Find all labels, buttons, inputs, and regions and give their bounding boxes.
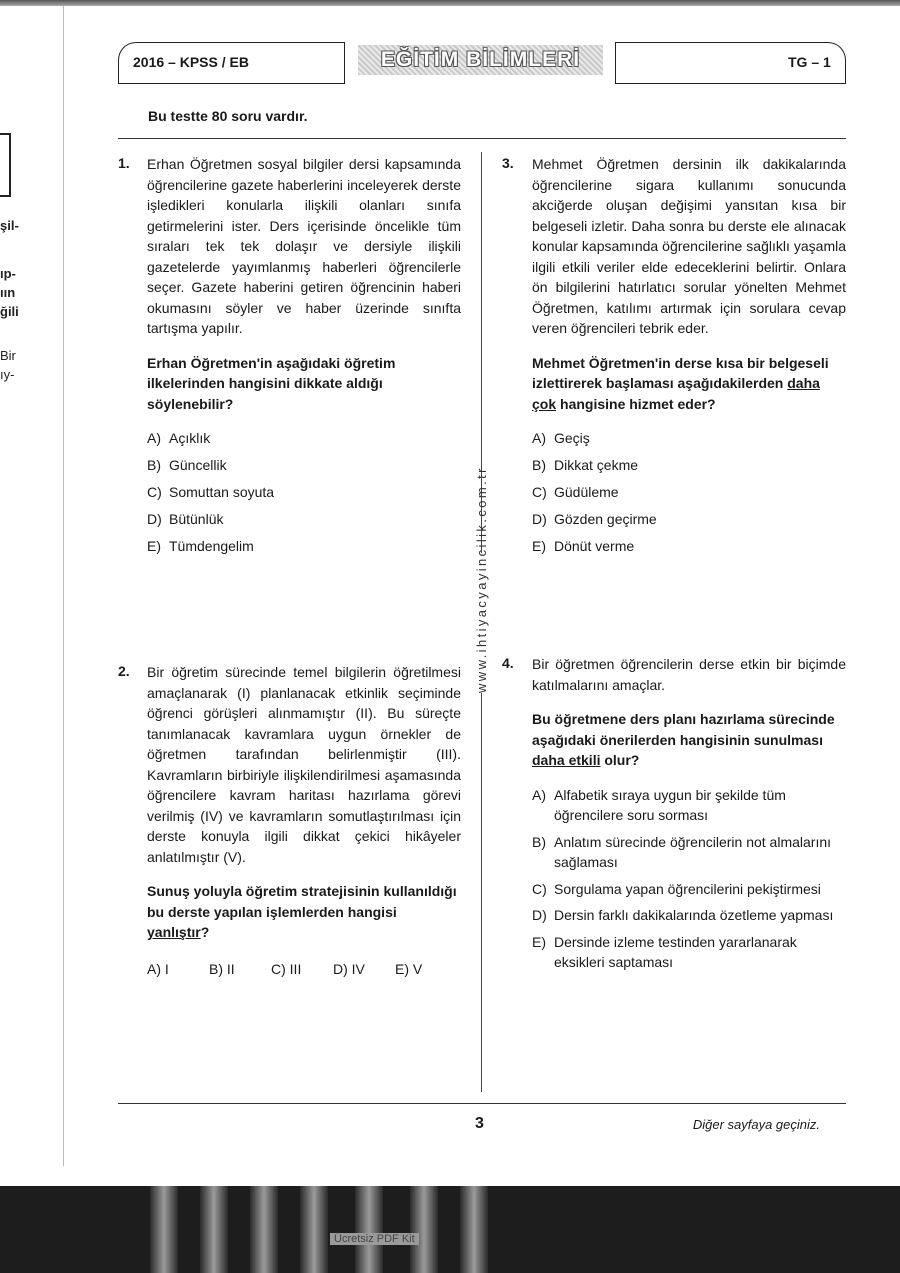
option-b[interactable]: B) Dikkat çekme <box>532 457 639 473</box>
strip-bar <box>355 1186 383 1273</box>
option-b[interactable]: B) Anlatım sürecinde öğrencilerin not almalarını sağlaması <box>532 833 832 870</box>
option-c[interactable]: C) III <box>271 960 302 977</box>
strip-bar <box>150 1186 178 1273</box>
booklet-code: TG – 1 <box>788 54 831 70</box>
options-row <box>147 959 461 980</box>
question-stem: Erhan Öğretmen sosyal bilgiler dersi kapsamında öğrencilerine gazete haberlerini inceleyerek derste işledikleri konularla ilişkili olanları sınıfa getirmelerini ister. Ders içerisinde öncelikle tüm sıraları tek tek dolaşır ve dersiyle ilişkili gazetelerde yayımlanmış haberleri öğrencilerle seçer. Gazete haberini getiren öğrencinin haberi okumasını söyler ve haber üzerinde sınıfta tartışma yapılır. <box>147 156 461 336</box>
emphasis: yanlıştır <box>147 924 201 940</box>
page-title: EĞİTİM BİLİMLERİ <box>380 48 581 71</box>
edge-fragment: Bir <box>0 348 16 363</box>
option-e[interactable]: E) Dönüt verme <box>532 538 635 554</box>
question-number: 1. <box>118 155 130 171</box>
question-3 <box>532 154 846 563</box>
strip-bar <box>200 1186 228 1273</box>
strip-bar <box>460 1186 488 1273</box>
edge-fragment: ıp- <box>0 266 16 281</box>
question-stem: Mehmet Öğretmen dersinin ilk dakikalarında öğrencilerine sigara kullanımı sonucunda akciğerde oluşan değişimi yansıtan kısa bir belgeseli izletir. Daha sonra bu derste ele alınacak konular kapsamında öğrencilerine sağlıklı yaşamla ilgili etkili veriler elde edeceklerini belirtir. Onlara ön bilgilerini hatırlatıcı sorular yönelten Mehmet Öğretmen, katılımı artırmak için sorulara cevap veren öğrencileri tebrik eder. <box>532 156 846 336</box>
emphasis: daha etkili <box>532 752 601 768</box>
edge-fragment: şil- <box>0 218 19 233</box>
question-number: 3. <box>502 155 514 171</box>
question-1 <box>147 154 461 563</box>
question-2 <box>147 662 461 979</box>
exam-code: 2016 – KPSS / EB <box>133 54 249 70</box>
question-prompt: Mehmet Öğretmen'in derse kısa bir belgeseli izlettirerek başlaması aşağıdakilerden daha çok hangisine hizmet eder? <box>532 354 829 412</box>
emphasis: daha çok <box>532 375 820 412</box>
option-a[interactable]: A) I <box>147 960 169 977</box>
question-stem: Bir öğretmen öğrencilerin derse etkin bir biçimde katılmalarını amaçlar. <box>532 656 846 693</box>
edge-fragment: ıın <box>0 285 16 300</box>
option-a[interactable]: A) Alfabetik sıraya uygun bir şekilde tüm öğrencilere soru sorması <box>532 786 786 823</box>
title-plate <box>358 45 603 75</box>
options-list <box>532 428 846 563</box>
strip-bar <box>250 1186 278 1273</box>
option-e[interactable]: E) Tümdengelim <box>147 538 254 554</box>
binding-margin-line <box>63 6 64 1166</box>
strip-text: Ücretsiz PDF Kit <box>330 1233 419 1245</box>
test-notice: Bu testte 80 soru vardır. <box>148 108 308 124</box>
option-a[interactable]: A) Açıklık <box>147 430 211 446</box>
edge-fragment: ğili <box>0 304 19 319</box>
footer-rule <box>118 1103 846 1104</box>
option-e[interactable]: E) V <box>395 960 423 977</box>
option-c[interactable]: C) Güdüleme <box>532 484 619 500</box>
strip-bar <box>300 1186 328 1273</box>
options-list <box>147 428 461 563</box>
option-d[interactable]: D) Bütünlük <box>147 511 224 527</box>
page-number: 3 <box>475 1115 484 1132</box>
scan-bottom-strip <box>0 1186 900 1273</box>
options-list <box>532 785 846 973</box>
strip-bar <box>410 1186 438 1273</box>
edge-bracket <box>0 133 11 197</box>
question-prompt: Erhan Öğretmen'in aşağıdaki öğretim ilkelerinden hangisini dikkate aldığı söylenebilir? <box>147 354 396 412</box>
question-stem: Bir öğretim sürecinde temel bilgilerin öğretilmesi amaçlanarak (I) planlanacak etkinlik seçiminde öğrenci görüşleri alınmamıştır (II). Bu süreçte tanımlanacak kavramlara uygun örnekler de öğretmen tarafından belirlenmiştir (III). Kavramların birbiriyle ilişkilendirilmesi aşamasında öğrencilere kavram haritası hazırlama görevi verilmiş (IV) ve kavramların somutlaştırılması için derste konuyla ilgili dikkat çekici hikâyeler anlatılmıştır (V). <box>147 664 461 865</box>
question-number: 2. <box>118 663 130 679</box>
question-number: 4. <box>502 655 514 671</box>
edge-fragment: ıy- <box>0 367 15 382</box>
option-b[interactable]: B) II <box>209 960 235 977</box>
option-a[interactable]: A) Geçiş <box>532 430 590 446</box>
question-prompt: Bu öğretmene ders planı hazırlama sürecinde aşağıdaki önerilerden hangisinin sunulması daha etkili olur? <box>532 711 835 768</box>
option-d[interactable]: D) Gözden geçirme <box>532 511 657 527</box>
scan-top-edge <box>0 0 900 6</box>
option-c[interactable]: C) Sorgulama yapan öğrencilerini pekiştirmesi <box>532 880 821 897</box>
option-e[interactable]: E) Dersinde izleme testinden yararlanarak eksikleri saptaması <box>532 933 797 970</box>
option-d[interactable]: D) Dersin farklı dakikalarında özetleme yapması <box>532 907 834 923</box>
next-page-note: Diğer sayfaya geçiniz. <box>692 1117 820 1132</box>
header-rule <box>118 138 846 139</box>
question-prompt: Sunuş yoluyla öğretim stratejisinin kullanıldığı bu derste yapılan işlemlerden hangisi yanlıştır? <box>147 883 457 940</box>
publisher-watermark: www.ihtiyacyayincilik.com.tr <box>474 553 492 693</box>
option-c[interactable]: C) Somuttan soyuta <box>147 484 275 500</box>
option-d[interactable]: D) IV <box>333 960 365 977</box>
question-4 <box>532 654 846 979</box>
option-b[interactable]: B) Güncellik <box>147 457 227 473</box>
